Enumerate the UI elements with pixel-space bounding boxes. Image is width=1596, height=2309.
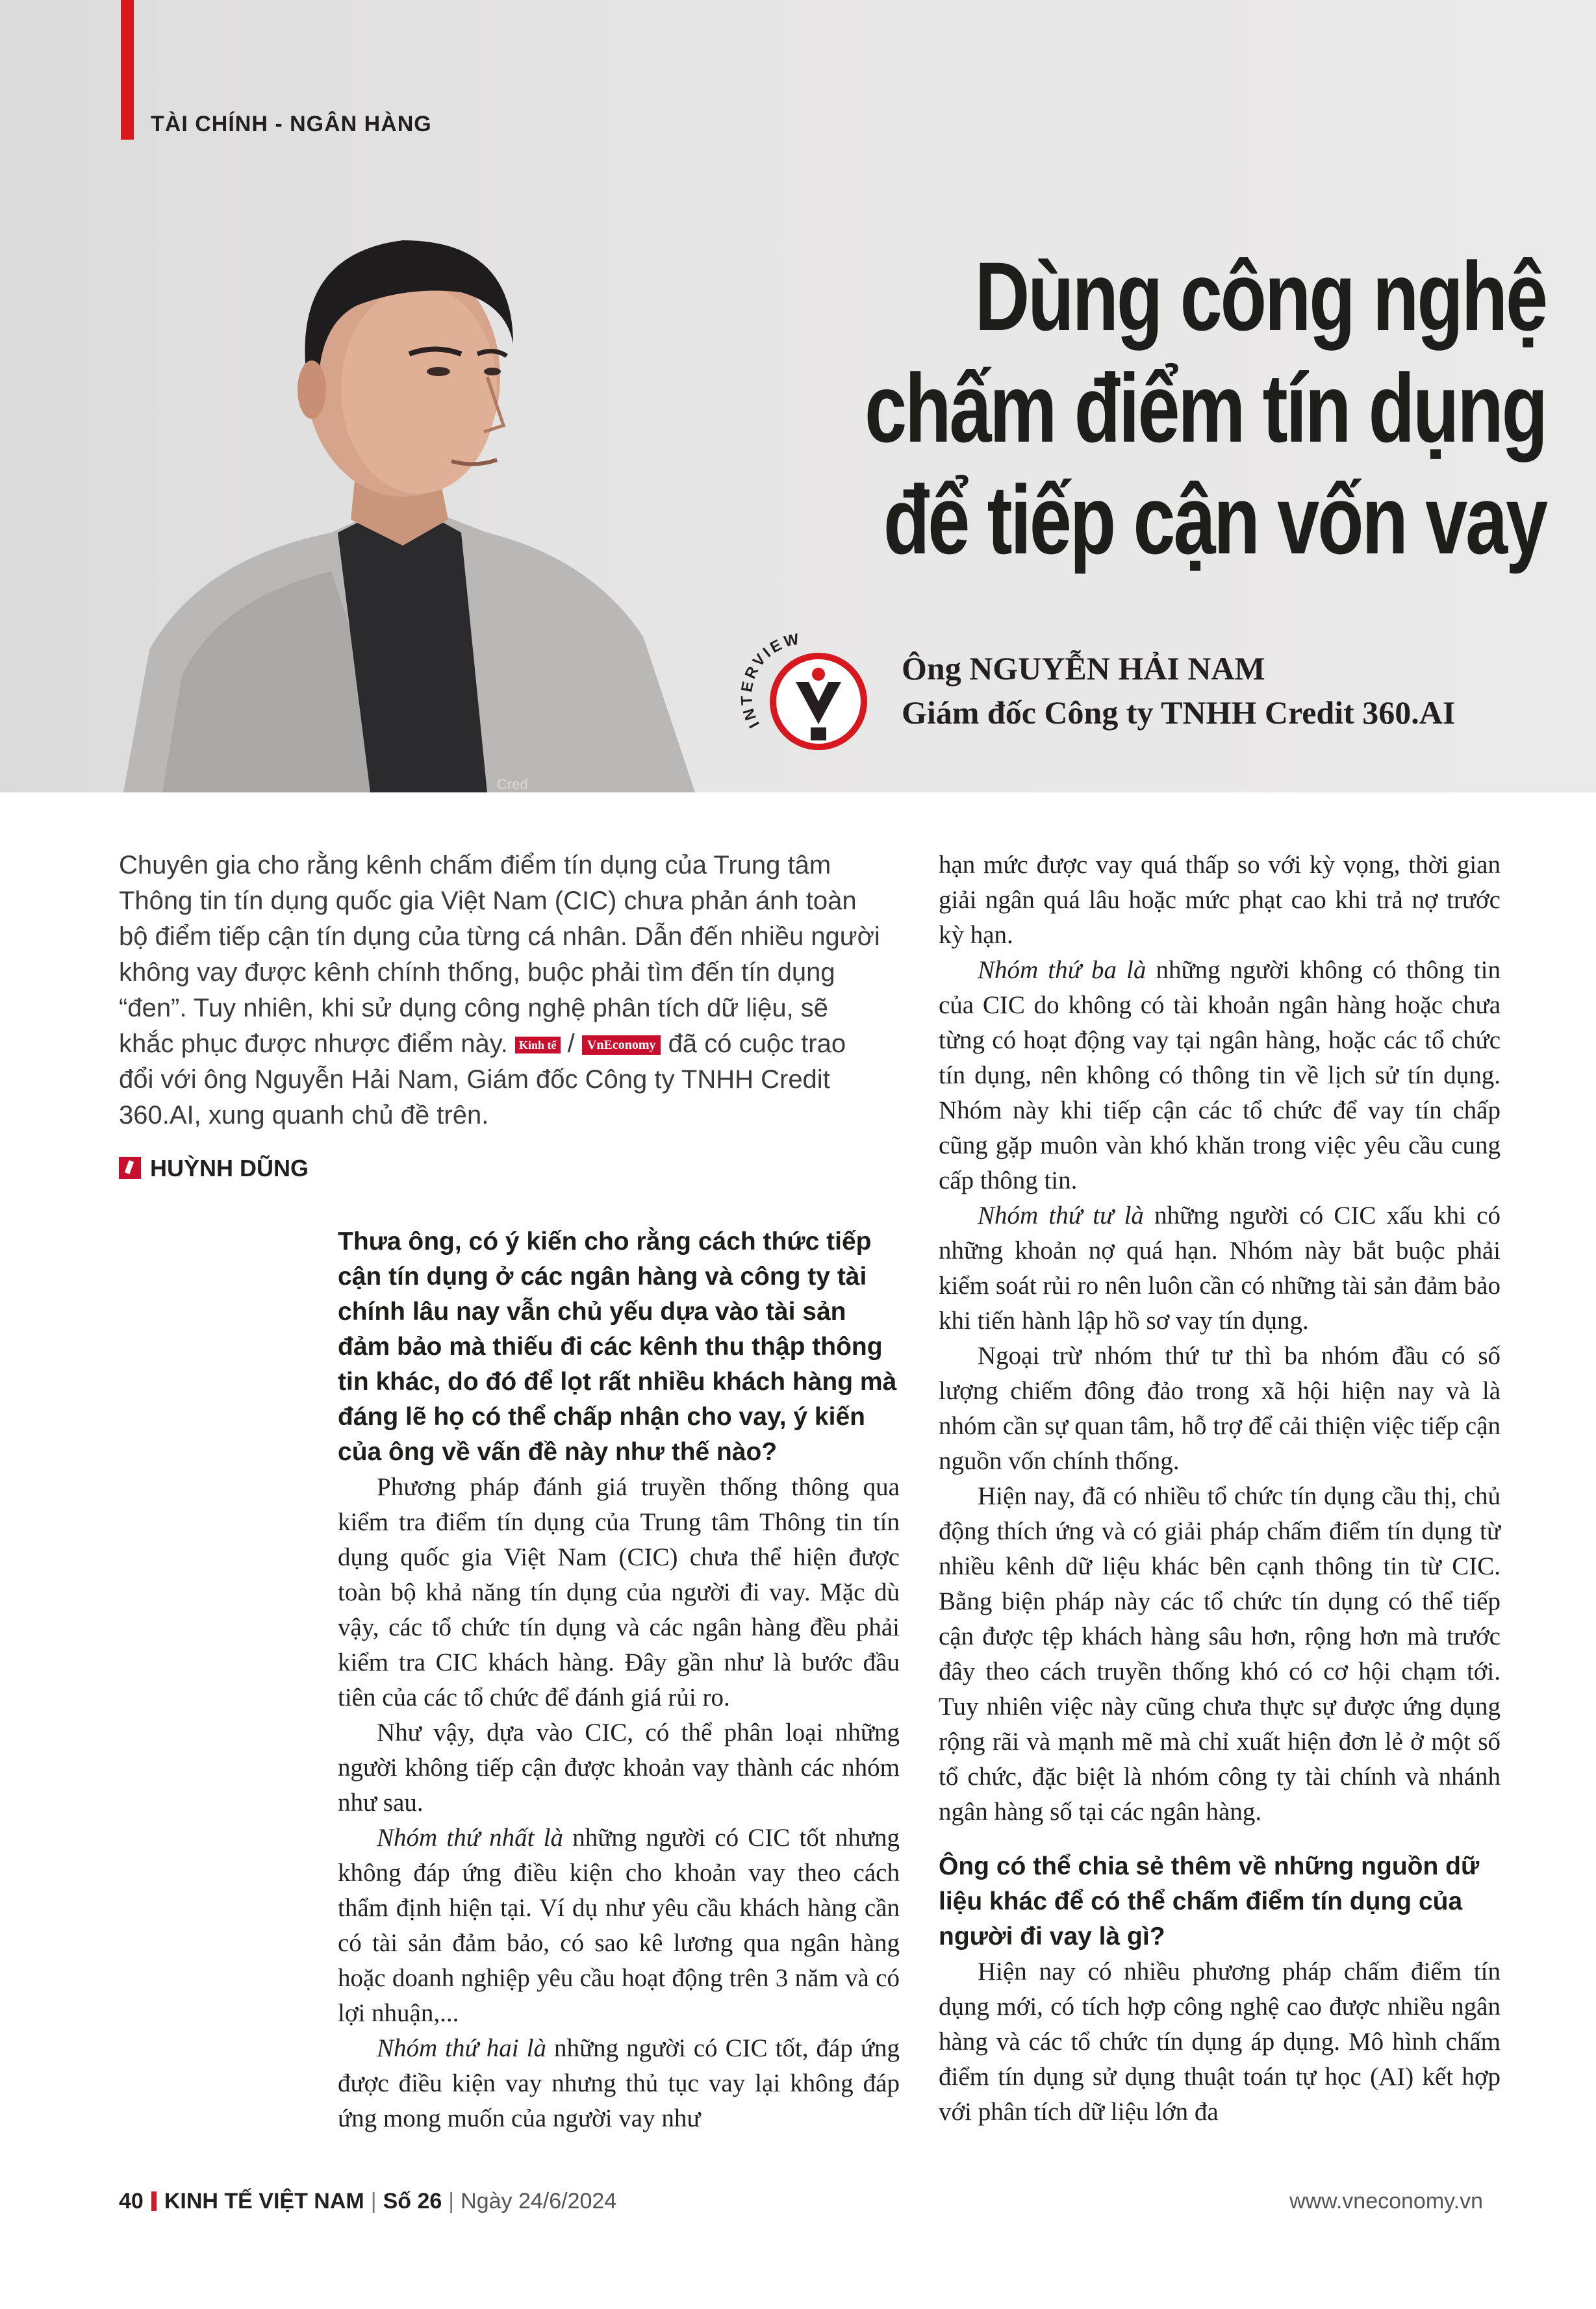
issue-date: Ngày 24/6/2024: [461, 2189, 617, 2214]
issue-number: Số 26: [383, 2189, 442, 2214]
body-paragraph: [939, 953, 1501, 1198]
body-text: những người có CIC xấu khi có những khoản nợ quá hạn. Nhóm này bắt buộc phải kiểm soát rủi ro nên luôn cần có những tài sản đảm bảo khi tiến hành lập hồ sơ vay tín dụng.: [939, 1202, 1501, 1335]
body-paragraph: Như vậy, dựa vào CIC, có thể phân loại những người không tiếp cận được khoản vay thành các nhóm như sau.: [338, 1719, 900, 1817]
body-paragraph: hạn mức được vay quá thấp so với kỳ vọng, thời gian giải ngân quá lâu hoặc mức phạt cao khi trả nợ trước kỳ hạn.: [939, 851, 1501, 949]
interview-badge-text: INTERVIEW: [737, 630, 803, 731]
body-paragraph: Hiện nay có nhiều phương pháp chấm điểm tín dụng mới, có tích hợp công nghệ cao được nhiều ngân hàng và các tổ chức tín dụng áp dụng. Mô hình chấm điểm tín dụng sử dụng thuật toán tự học (AI) kết hợp với phân tích dữ liệu lớn đa: [939, 1958, 1501, 2126]
section-accent-bar: [121, 0, 134, 140]
body-text: những người có CIC tốt nhưng không đáp ứng điều kiện cho khoản vay theo cách thẩm định hiện tại. Ví dụ như yêu cầu khách hàng cần có tài sản đảm bảo, có sao kê lương qua ngân hàng hoặc doanh nghiệp yêu cầu hoạt động trên 3 năm và có lợi nhuận,...: [338, 1824, 900, 2027]
author-byline: [119, 1155, 309, 1182]
footer-accent-bar: [151, 2191, 157, 2211]
interviewee-name: Ông NGUYỄN HẢI NAM: [902, 650, 1265, 687]
logo-separator: /: [567, 1029, 575, 1058]
group-label: Nhóm thứ hai là: [377, 2034, 546, 2062]
article-lead: [119, 848, 885, 1133]
vneconomy-logo: VnEconomy: [582, 1035, 661, 1055]
lead-text: Chuyên gia cho rằng kênh chấm điểm tín dụng của Trung tâm Thông tin tín dụng quốc gia Việt Nam (CIC) chưa phản ánh toàn bộ điểm tiếp cận tín dụng của từng cá nhân. Dẫn đến nhiều người không vay được kênh chính thống, buộc phải tìm đến tín dụng “đen”. Tuy nhiên, khi sử dụng công nghệ phân tích dữ liệu, sẽ khắc phục được nhược điểm này.: [119, 851, 880, 1058]
body-text: những người có CIC tốt, đáp ứng được điều kiện vay nhưng thủ tục vay lại không đáp ứng mong muốn của người vay như: [338, 2034, 900, 2132]
lead-text-end: đã có cuộc trao đổi với ông Nguyễn Hải Nam, Giám đốc Công ty TNHH Credit 360.AI, xung quanh chủ đề trên.: [119, 1029, 846, 1129]
body-paragraph: [338, 1821, 900, 2031]
interview-badge: [721, 617, 883, 766]
body-paragraph: Ngoại trừ nhóm thứ tư thì ba nhóm đầu có số lượng chiếm đông đảo trong xã hội hiện nay và là nhóm cần sự quan tâm, hỗ trợ để cải thiện việc tiếp cận nguồn vốn chính thống.: [939, 1342, 1501, 1475]
portrait-photo: [123, 195, 741, 792]
body-paragraph: Hiện nay, đã có nhiều tổ chức tín dụng cầu thị, chủ động thích ứng và có giải pháp chấm điểm tín dụng từ nhiều kênh dữ liệu khác bên cạnh thông tin từ CIC. Bằng biện pháp này các tổ chức tín dụng có thể tiếp cận được tệp khách hàng sâu hơn, rộng hơn mà trước đây theo cách truyền thống khó có cơ hội chạm tới. Tuy nhiên việc này cũng chưa thực sự được ứng dụng rộng rãi và mạnh mẽ mà chỉ xuất hiện đơn lẻ ở một số tổ chức, đặc biệt là nhóm công ty tài chính và nhánh ngân hàng số tại các ngân hàng.: [939, 1482, 1501, 1826]
title-line-1: Dùng công nghệ: [974, 242, 1546, 351]
magazine-name: KINH TẾ VIỆT NAM: [164, 2189, 364, 2214]
body-paragraph: [338, 2031, 900, 2136]
title-line-3: để tiếp cận vốn vay: [883, 465, 1546, 574]
body-paragraph: [939, 1198, 1501, 1339]
section-label: TÀI CHÍNH - NGÂN HÀNG: [151, 112, 432, 136]
kinhte-logo: Kinh tế: [515, 1037, 561, 1054]
body-column-2: [939, 848, 1501, 2130]
interview-question-2: Ông có thể chia sẻ thêm về những nguồn dữ liệu khác để có thể chấm điểm tín dụng của người đi vay là gì?: [939, 1852, 1480, 1950]
website-url: www.vneconomy.vn: [1289, 2189, 1483, 2214]
body-text: những người không có thông tin của CIC do không có tài khoản ngân hàng hoặc chưa từng có hoạt động vay tại ngân hàng, hoặc các tổ chức tín dụng, nên không có thông tin về lịch sử tín dụng. Nhóm này khi tiếp cận các tổ chức để vay tín chấp cũng gặp muôn vàn khó khăn trong việc yêu cầu cung cấp thông tin.: [939, 956, 1501, 1194]
group-label: Nhóm thứ ba là: [978, 956, 1146, 984]
group-label: Nhóm thứ nhất là: [377, 1824, 564, 1852]
page-number: 40: [119, 2189, 144, 2214]
shirt-logo-text: Cred: [497, 776, 528, 792]
title-line-2: chấm điểm tín dụng: [865, 353, 1546, 462]
article-title: [847, 240, 1546, 575]
author-name: HUỲNH DŨNG: [150, 1155, 309, 1181]
pen-icon: [119, 1157, 141, 1179]
footer-divider: |: [448, 2189, 455, 2214]
page-footer: [119, 2189, 1483, 2221]
interview-question-1: Thưa ông, có ý kiến cho rằng cách thức tiếp cận tín dụng ở các ngân hàng và công ty tài chính lâu nay vẫn chủ yếu dựa vào tài sản đảm bảo mà thiếu đi các kênh thu thập thông tin khác, do đó để lọt rất nhiều khách hàng mà đáng lẽ họ có thể chấp nhận cho vay, ý kiến của ông về vấn đề này như thế nào?: [338, 1228, 897, 1466]
hero-banner: [0, 0, 1596, 792]
interviewee-title: Giám đốc Công ty TNHH Credit 360.AI: [902, 694, 1456, 731]
group-label: Nhóm thứ tư là: [978, 1202, 1144, 1230]
body-column-1: [338, 1224, 900, 2136]
footer-divider: |: [370, 2189, 377, 2214]
body-paragraph: Phương pháp đánh giá truyền thống thông qua kiểm tra điểm tín dụng của Trung tâm Thông tin tín dụng quốc gia Việt Nam (CIC) chưa thể hiện được toàn bộ khả năng tín dụng của người đi vay. Mặc dù vậy, các tổ chức tín dụng và các ngân hàng đều phải kiểm tra CIC khách hàng. Đây gần như là bước đầu tiên của các tổ chức để đánh giá rủi ro.: [338, 1473, 900, 1711]
